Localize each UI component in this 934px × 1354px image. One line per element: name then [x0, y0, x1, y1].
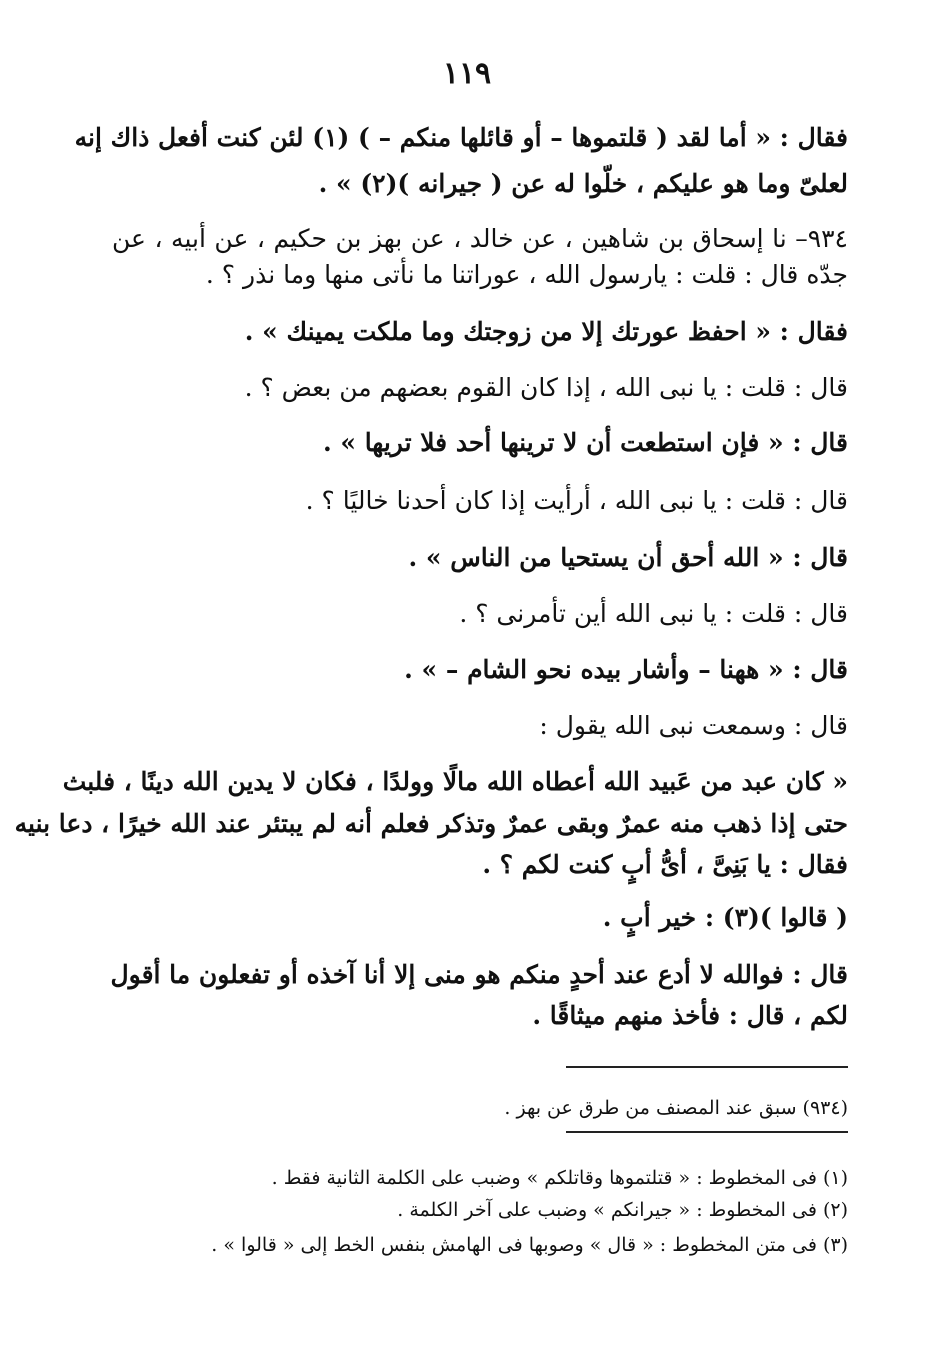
footnote: (١) فى المخطوط : « قتلتموها وقاتلكم » وضبب على الكلمة الثانية فقط . — [271, 1167, 848, 1189]
text-line: قال : قلت : يا نبى الله ، أرأيت إذا كان أحدنا خاليًا ؟ . — [305, 486, 848, 515]
text-line: « كان عبد من عَبيد الله أعطاه الله مالًا وولدًا ، فكان لا يدين الله دينًا ، فلبث — [62, 767, 848, 796]
footnote-separator — [566, 1066, 848, 1068]
source-note: (٩٣٤) سبق عند المصنف من طرق عن بهز . — [504, 1097, 848, 1119]
text-line: جدّه قال : قلت : يارسول الله ، عوراتنا ما نأتى منها وما نذر ؟ . — [205, 260, 848, 289]
text-line: لكم ، قال : فأخذ منهم ميثاقًا . — [532, 1001, 848, 1030]
text-line: فقال : « أما لقد ( قلتموها – أو قائلها منكم – ) (١) لئن كنت أفعل ذاك إنه — [74, 123, 848, 152]
page-number: ١١٩ — [442, 56, 492, 91]
text-line: قال : « الله أحق أن يستحيا من الناس » . — [408, 543, 848, 572]
text-line: حتى إذا ذهب منه عمرٌ وبقى عمرٌ وتذكر فعلم أنه لم يبتئر عند الله خيرًا ، دعا بنيه — [14, 809, 848, 838]
text-line: قال : « فإن استطعت أن لا ترينها أحد فلا تريها » . — [322, 428, 848, 457]
text-line: قال : قلت : يا نبى الله ، إذا كان القوم بعضهم من بعض ؟ . — [244, 373, 848, 402]
footnote-separator — [566, 1131, 848, 1133]
text-line: ( قالوا )(٣) : خير أبٍ . — [602, 903, 848, 932]
text-line: قال : وسمعت نبى الله يقول : — [539, 711, 848, 740]
footnote: (٣) فى متن المخطوط : « قال » وصوبها فى الهامش بنفس الخط إلى « قالوا » . — [211, 1234, 848, 1256]
text-line: لعلىّ وما هو عليكم ، خلّوا له عن ( جيرانه )(٢) » . — [318, 169, 848, 198]
text-line: قال : قلت : يا نبى الله أين تأمرنى ؟ . — [459, 599, 848, 628]
text-line: قال : « ههنا – وأشار بيده نحو الشام – » . — [404, 655, 848, 684]
text-line: فقال : يا بَنِىَّ ، أىُّ أبٍ كنت لكم ؟ . — [482, 850, 848, 879]
hadith-number-line: ٩٣٤– نا إسحاق بن شاهين ، عن خالد ، عن بهز بن حكيم ، عن أبيه ، عن — [112, 224, 848, 253]
text-line: قال : فوالله لا أدع عند أحدٍ منكم هو منى إلا أنا آخذه أو تفعلون ما أقول — [110, 960, 848, 989]
text-line: فقال : « احفظ عورتك إلا من زوجتك وما ملكت يمينك » . — [244, 317, 848, 346]
footnote: (٢) فى المخطوط : « جيرانكم » وضبب على آخر الكلمة . — [397, 1199, 848, 1221]
